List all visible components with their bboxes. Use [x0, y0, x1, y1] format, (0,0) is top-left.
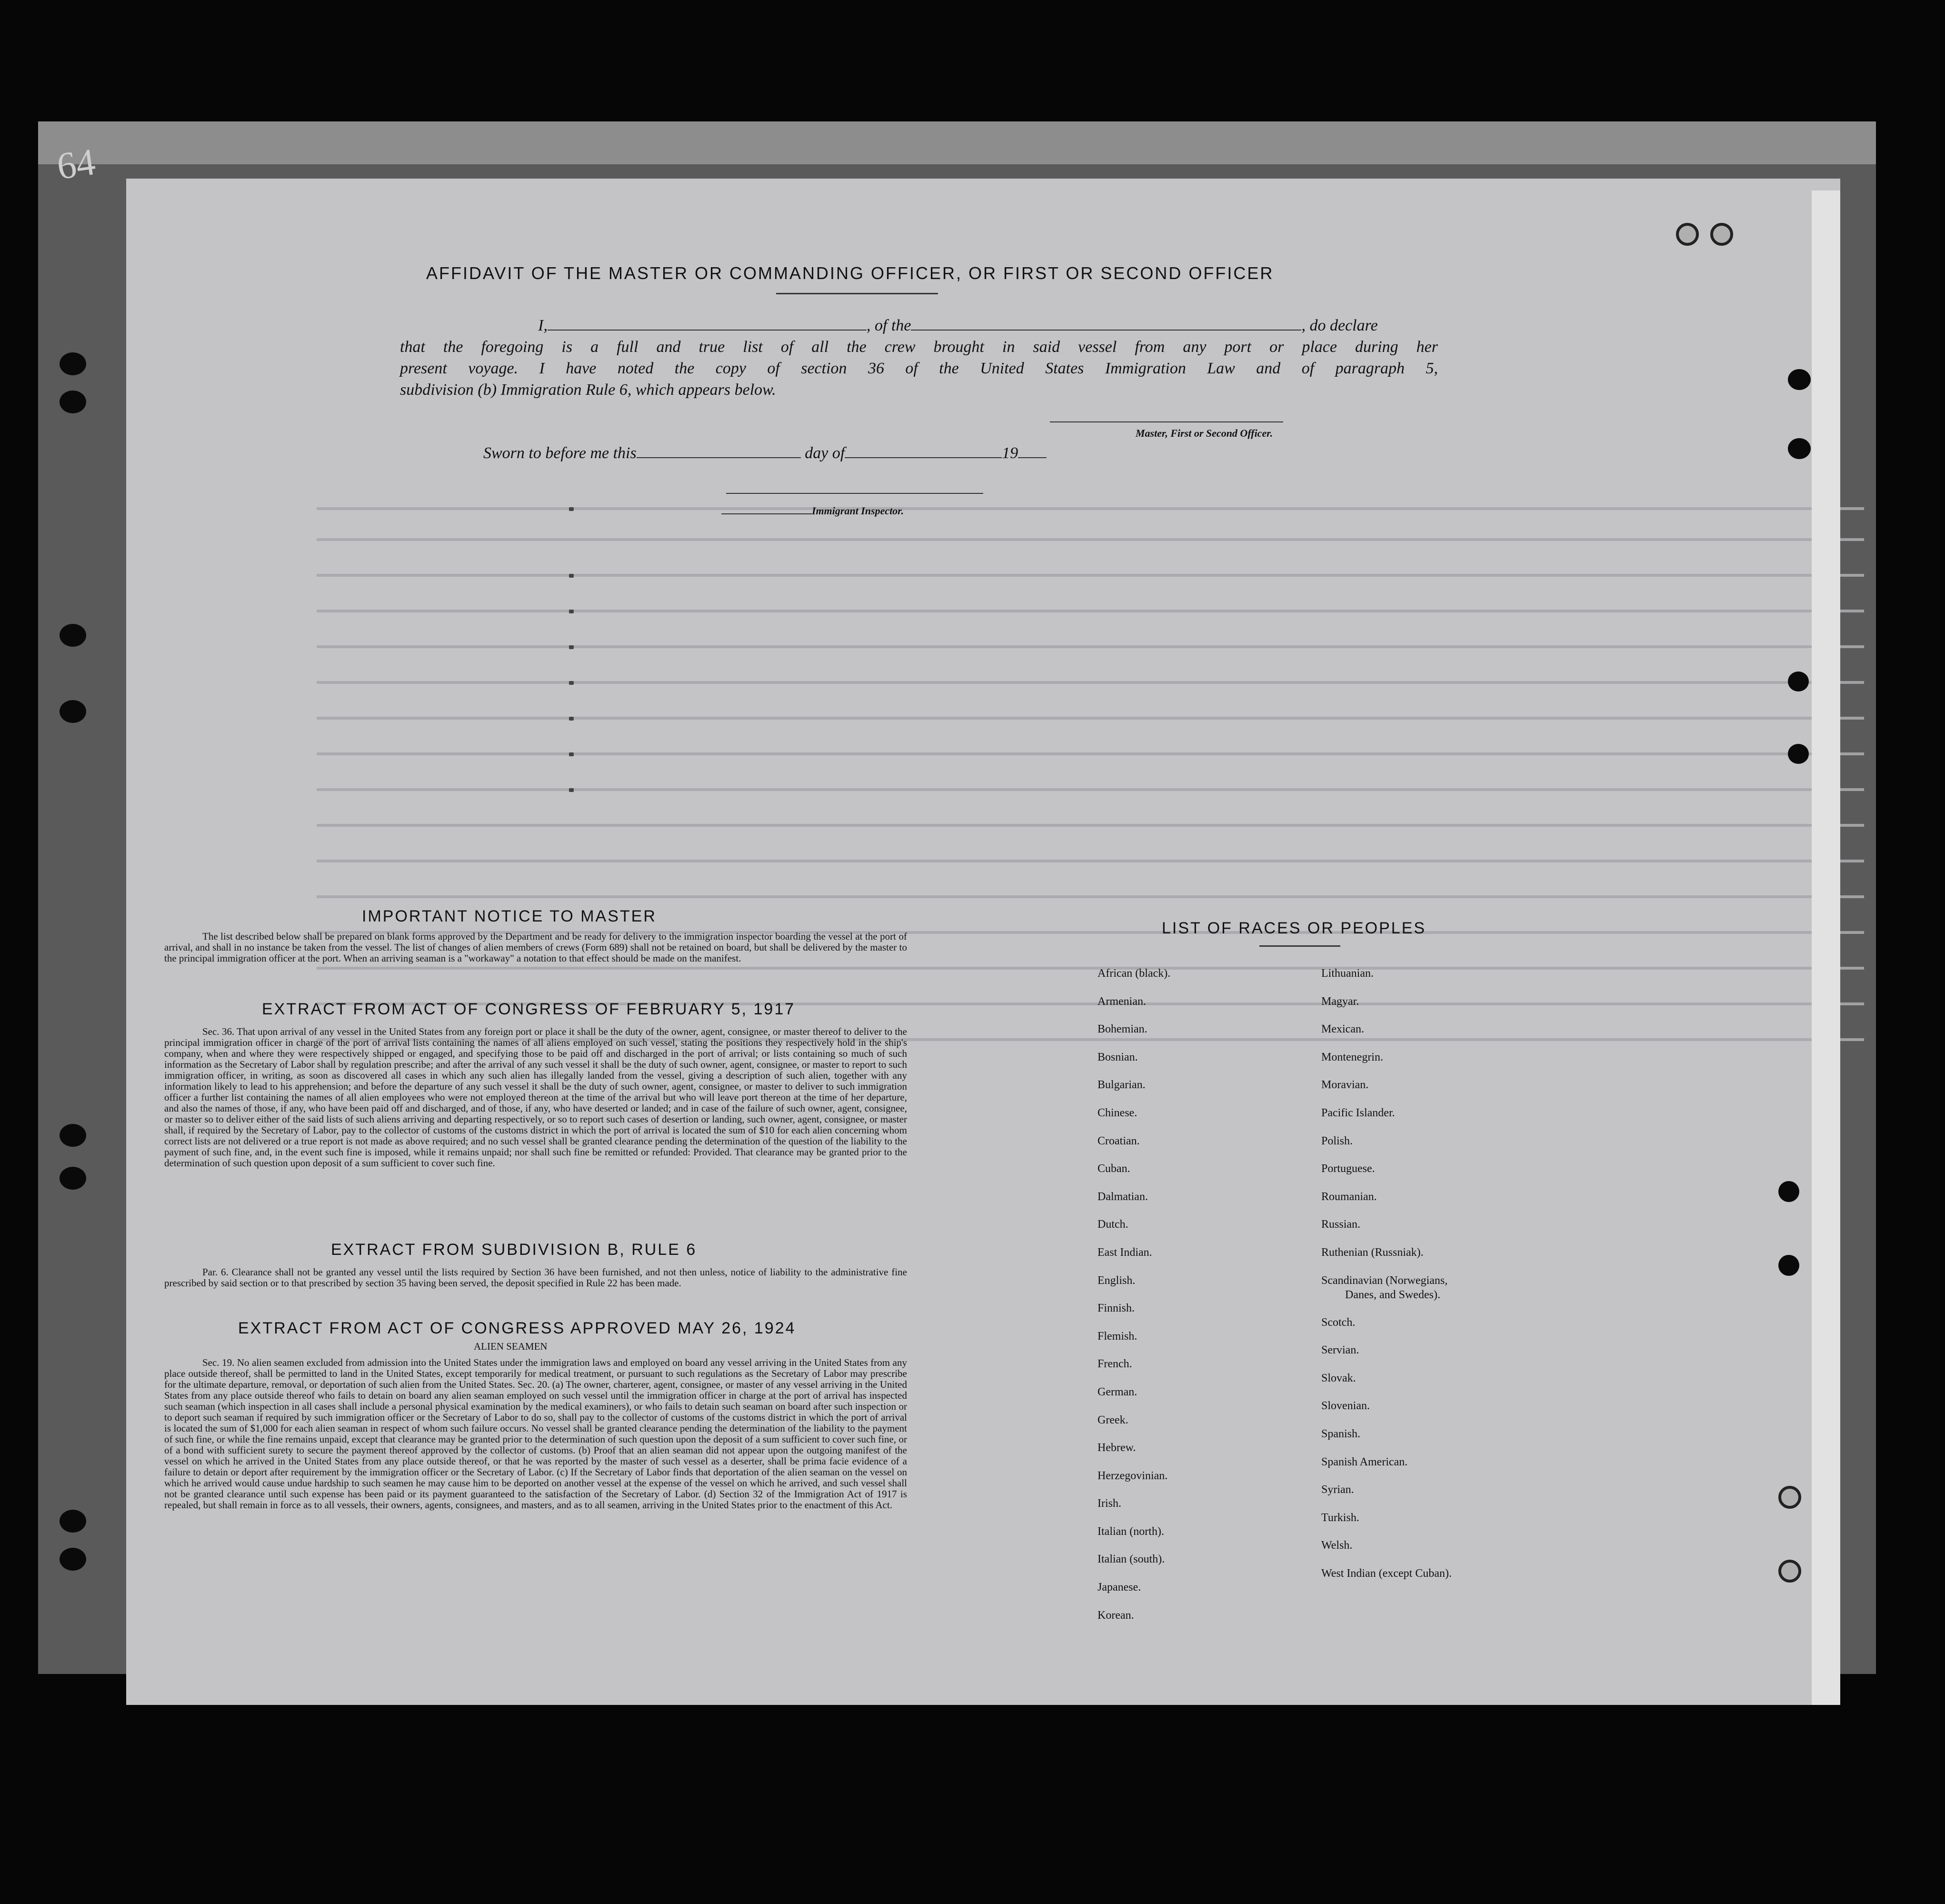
list-item: German.	[1097, 1385, 1137, 1398]
punch-ring-right	[1778, 1486, 1801, 1509]
affidavit-i-label: I,	[538, 317, 548, 334]
extract-rule6-body: Par. 6. Clearance shall not be granted any vessel until the lists required by Section 36 have been furnished, and not then unless, notice of liability to the administrative fine prescribed by said section or to that prescribed by section 35 having been served, the deposit specified in Rule 22 has been made.	[164, 1266, 907, 1289]
list-item: English.	[1097, 1274, 1136, 1287]
affidavit-line-1	[400, 317, 1438, 335]
binder-hole-left	[60, 1167, 86, 1190]
punch-ring-right	[1676, 223, 1699, 246]
extract-1917-title: EXTRACT FROM ACT OF CONGRESS OF FEBRUARY 5, 1917	[262, 1000, 796, 1018]
list-item: Flemish.	[1097, 1330, 1137, 1343]
list-item-line: Scandinavian (Norwegians,	[1321, 1274, 1448, 1287]
list-item: Bohemian.	[1097, 1023, 1147, 1036]
list-item: Scotch.	[1321, 1316, 1356, 1329]
punch-hole-right	[1778, 1255, 1799, 1276]
list-item	[1321, 1267, 1452, 1309]
notice-body: The list described below shall be prepared on blank forms approved by the Department and be ready for delivery to the immigration inspector boarding the vessel at the port of arrival, and shall in no instance be taken from the vessel. The list of changes of alien members of crews (Form 689) shall not be retained on board, but shall be delivered by the master to the principal immigration officer at the port. When an arriving seaman is a "workaway" a notation to that effect should be made on the manifest.	[164, 931, 907, 964]
manifest-form-sheet	[126, 179, 1840, 1705]
list-item: Roumanian.	[1321, 1190, 1377, 1203]
binder-hole-left	[60, 700, 86, 723]
races-list-left	[1097, 960, 1170, 1629]
list-item: Italian (north).	[1097, 1525, 1164, 1538]
inspector-label: Immigrant Inspector.	[812, 505, 904, 517]
notice-title: IMPORTANT NOTICE TO MASTER	[362, 907, 657, 925]
sworn-label: Sworn to before me this	[483, 444, 637, 462]
punch-hole-right	[1788, 438, 1811, 459]
alien-seamen-subtitle: ALIEN SEAMEN	[474, 1341, 548, 1352]
list-item: West Indian (except Cuban).	[1321, 1567, 1452, 1580]
binder-hole-left	[60, 624, 86, 647]
binder-hole-left	[60, 1124, 86, 1147]
year-label: 19	[1002, 444, 1018, 462]
list-item: Cuban.	[1097, 1162, 1130, 1175]
punch-hole-right	[1788, 671, 1809, 691]
extract-1924-body: Sec. 19. No alien seamen excluded from admission into the United States under the immigration laws and employed on board any vessel arriving in the United States from any place outside thereof, shall be permitted to land in the United States, except temporarily for medical treatment, or pursuant to such regulations as the Secretary of Labor may prescribe for the ultimate departure, removal, or deportation of such alien from the United States. Sec. 20. (a) The owner, charterer, agent, consignee, or master of any vessel arriving in the United States from any place outside thereof who fails to detain on board any alien seaman employed on such vessel until the immigration officer in charge at the port of arrival has inspected such seaman (which inspection in all cases shall include a personal physical examination by the medical examiners), or who fails to detain such seaman on board after such inspection or to deport such seaman if required by such immigration officer or the Secretary of Labor to do so, shall pay to the collector of customs of the customs district in which the port of arrival is located the sum of $1,000 for each alien seaman in respect of whom such failure occurs. No vessel shall be granted clearance pending the determination of the liability to the payment of such fine, or while the fine remains unpaid, except that clearance may be granted prior to the determination of such question upon the deposit of a sum sufficient to cover such fine, or of a bond with sufficient surety to secure the payment thereof approved by the collector of customs. (b) Proof that an alien seaman did not appear upon the outgoing manifest of the vessel on which he arrived in the United States from any place outside thereof, or that he was reported by the master of such vessel as a deserter, shall be prima facie evidence of a failure to detain or deport after requirement by the immigration officer or the Secretary of Labor. (c) If the Secretary of Labor finds that deportation of the alien seaman on the vessel on which he arrived would cause undue hardship to such seamen he may cause him to be deported on another vessel at the expense of the vessel on which he arrived, and such vessel shall not be granted clearance until such expense has been paid or its payment guaranteed to the satisfaction of the Secretary of Labor. (d) Section 32 of the Immigration Act of 1917 is repealed, but shall remain in force as to all vessels, their owners, agents, consignees, and masters, and as to all seamen, arriving in the United States prior to the enactment of this Act.	[164, 1357, 907, 1511]
binder-hole-left	[60, 352, 86, 375]
list-item: Finnish.	[1097, 1302, 1135, 1315]
year-blank	[1018, 448, 1047, 458]
list-item: Dalmatian.	[1097, 1190, 1148, 1203]
list-item: East Indian.	[1097, 1246, 1152, 1259]
list-item: Slovak.	[1321, 1372, 1356, 1384]
punch-ring-right	[1778, 1560, 1801, 1583]
punch-ring-right	[1710, 223, 1733, 246]
list-item-line: Danes, and Swedes).	[1345, 1288, 1440, 1301]
list-item: Spanish American.	[1321, 1455, 1408, 1468]
list-item: Japanese.	[1097, 1581, 1141, 1594]
list-item: French.	[1097, 1358, 1132, 1371]
binder-hole-left	[60, 1510, 86, 1533]
punch-hole-right	[1788, 744, 1809, 764]
punch-hole-right	[1778, 1181, 1799, 1202]
master-signature-caption: Master, First or Second Officer.	[1136, 427, 1273, 439]
extract-rule6-title: EXTRACT FROM SUBDIVISION B, RULE 6	[331, 1241, 697, 1259]
list-item: Turkish.	[1321, 1511, 1359, 1524]
declare-label: , do declare	[1301, 317, 1378, 334]
list-item: Magyar.	[1321, 995, 1359, 1008]
list-item: Ruthenian (Russniak).	[1321, 1246, 1424, 1259]
of-the-label: , of the	[867, 317, 911, 334]
vessel-blank	[911, 320, 1301, 331]
list-item: Mexican.	[1321, 1023, 1364, 1036]
extract-1917-body: Sec. 36. That upon arrival of any vessel in the United States from any foreign port or place it shall be the duty of the owner, agent, consignee, or master thereof to deliver to the principal immigration officer in charge of the port of arrival lists containing the names of all aliens employed on such vessel, stating the positions they respectively hold in the ship's company, when and where they were respectively shipped or engaged, and specifying those to be paid off and discharged in the port of arrival; or lists containing so much of such information as the Secretary of Labor shall by regulation prescribe; and after the arrival of any such vessel it shall be the duty of such owner, agent, consignee, or master to report to such immigration officer, in writing, as soon as discovered all cases in which any such alien has illegally landed from the vessel, giving a description of such alien, together with any information likely to lead to his apprehension; and before the departure of any such vessel it shall be the duty of such owner, agent, consignee, or master to deliver to such immigration officer a further list containing the names of all alien employees who were not employed thereon at the time of the arrival but who will leave port thereon at the time of her departure, and also the names of those, if any, who have been paid off and discharged, and of those, if any, who have deserted or landed; and in case of the failure of such owner, agent, consignee, or master so to deliver either of the said lists of such aliens arriving and departing respectively, or so to report such cases of desertion or landing, such owner, agent, consignee, or master shall, if required by the Secretary of Labor, pay to the collector of customs of the customs district in which the port of arrival is located the sum of $10 for each alien concerning whom correct lists are not delivered or a true report is not made as above required; and no such vessel shall be granted clearance pending the determination of the question of the liability to the payment of such fine, and, in the event such fine is imposed, while it remains unpaid; nor shall such fine be remitted or refunded: Provided. That clearance may be granted prior to the determination of such question upon deposit of a sum sufficient to cover such fine.	[164, 1026, 907, 1169]
list-item: Spanish.	[1321, 1427, 1361, 1440]
inspector-caption	[721, 505, 904, 517]
list-item: Portuguese.	[1321, 1162, 1375, 1175]
affidavit-title: AFFIDAVIT OF THE MASTER OR COMMANDING OFFICER, OR FIRST OR SECOND OFFICER	[426, 263, 1274, 283]
list-item: Korean.	[1097, 1609, 1134, 1622]
list-item: Greek.	[1097, 1413, 1128, 1426]
scan-board-top-strip	[38, 121, 1876, 164]
page-number: 64	[54, 140, 98, 188]
affidavit-line-4: subdivision (b) Immigration Rule 6, which appears below.	[400, 381, 776, 399]
day-of-label: day of	[805, 444, 845, 462]
list-item: Welsh.	[1321, 1539, 1353, 1552]
paper-right-edge	[1812, 190, 1840, 1705]
list-item: Pacific Islander.	[1321, 1106, 1395, 1119]
list-item: Lithuanian.	[1321, 967, 1374, 980]
races-list-right	[1321, 960, 1452, 1587]
list-item: Montenegrin.	[1321, 1051, 1383, 1063]
binder-hole-left	[60, 391, 86, 413]
inspector-signature-line	[726, 493, 983, 494]
affidavit-title-rule	[776, 293, 938, 294]
list-item: Syrian.	[1321, 1483, 1354, 1496]
list-item: Dutch.	[1097, 1218, 1128, 1231]
list-item: Irish.	[1097, 1497, 1121, 1510]
races-title: LIST OF RACES OR PEOPLES	[1162, 919, 1426, 937]
list-item: Servian.	[1321, 1344, 1359, 1357]
binder-hole-left	[60, 1548, 86, 1571]
list-item: Italian (south).	[1097, 1553, 1165, 1566]
list-item: Bulgarian.	[1097, 1079, 1146, 1092]
month-blank	[845, 448, 1002, 458]
list-item: Hebrew.	[1097, 1442, 1136, 1454]
list-item: Russian.	[1321, 1218, 1361, 1231]
inspector-blank	[721, 507, 812, 514]
name-blank	[548, 320, 867, 331]
races-title-rule	[1259, 945, 1340, 947]
list-item: Chinese.	[1097, 1106, 1137, 1119]
affidavit-line-3: present voyage. I have noted the copy of section 36 of the United States Immigration Law and of paragraph 5,	[400, 360, 1438, 377]
list-item: Herzegovinian.	[1097, 1469, 1168, 1482]
master-signature-line	[1050, 421, 1283, 422]
list-item: Croatian.	[1097, 1134, 1140, 1147]
list-item: Slovenian.	[1321, 1400, 1370, 1413]
extract-1924-title: EXTRACT FROM ACT OF CONGRESS APPROVED MAY 26, 1924	[238, 1319, 796, 1337]
sworn-date-blank	[637, 448, 801, 458]
punch-hole-right	[1788, 369, 1811, 390]
list-item: Moravian.	[1321, 1079, 1369, 1092]
list-item: Polish.	[1321, 1134, 1353, 1147]
list-item: Armenian.	[1097, 995, 1146, 1008]
affidavit-line-2: that the foregoing is a full and true list of all the crew brought in said vessel from any port or place during her	[400, 338, 1438, 356]
list-item: African (black).	[1097, 967, 1171, 980]
sworn-line	[483, 444, 1047, 462]
list-item: Bosnian.	[1097, 1051, 1138, 1063]
